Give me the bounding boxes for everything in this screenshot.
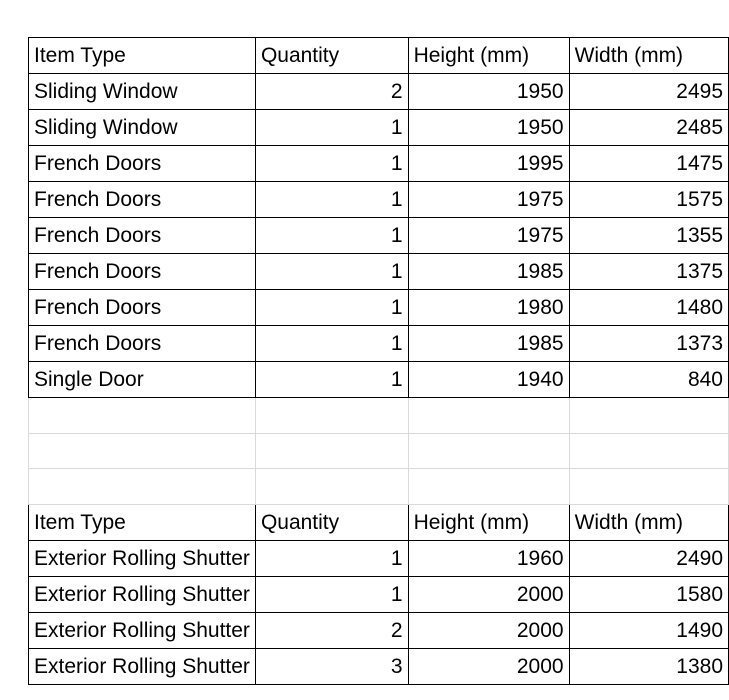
table-cell[interactable]: 1950 (408, 110, 569, 146)
empty-row (29, 433, 729, 469)
table-cell[interactable]: 1960 (408, 540, 569, 576)
table-cell[interactable]: Sliding Window (29, 74, 256, 110)
table-cell[interactable]: 1355 (569, 218, 728, 254)
empty-cell[interactable] (408, 469, 569, 505)
empty-cell[interactable] (255, 469, 408, 505)
table-cell[interactable]: 1 (255, 218, 408, 254)
table-cell[interactable]: Exterior Rolling Shutter (29, 540, 256, 576)
table-cell[interactable]: 1 (255, 254, 408, 290)
table-cell[interactable]: 1 (255, 182, 408, 218)
table-cell[interactable]: 840 (569, 362, 728, 398)
table-cell[interactable]: Exterior Rolling Shutter (29, 576, 256, 612)
table-row (29, 218, 729, 254)
table-row (29, 648, 729, 684)
table-cell[interactable]: 1 (255, 326, 408, 362)
table-row (29, 254, 729, 290)
empty-cell[interactable] (29, 433, 256, 469)
table-cell[interactable]: 1 (255, 146, 408, 182)
table-cell[interactable]: 1985 (408, 326, 569, 362)
table-cell[interactable]: 1 (255, 110, 408, 146)
table-row (29, 540, 729, 576)
table-row (29, 612, 729, 648)
table-cell[interactable]: 2490 (569, 540, 728, 576)
spreadsheet-table (28, 37, 729, 685)
spreadsheet-grid (28, 37, 729, 685)
table-cell[interactable]: French Doors (29, 218, 256, 254)
header-cell[interactable]: Item Type (29, 504, 256, 540)
table-cell[interactable]: 2 (255, 74, 408, 110)
table-row (29, 576, 729, 612)
table-cell[interactable]: 1375 (569, 254, 728, 290)
table-cell[interactable]: Single Door (29, 362, 256, 398)
table-row (29, 74, 729, 110)
table-cell[interactable]: Sliding Window (29, 110, 256, 146)
table-row (29, 146, 729, 182)
table-cell[interactable]: French Doors (29, 146, 256, 182)
table-cell[interactable]: Exterior Rolling Shutter (29, 612, 256, 648)
table-cell[interactable]: 1380 (569, 648, 728, 684)
table-cell[interactable]: 1995 (408, 146, 569, 182)
empty-cell[interactable] (29, 469, 256, 505)
empty-cell[interactable] (569, 469, 728, 505)
header-cell[interactable]: Height (mm) (408, 38, 569, 74)
table-cell[interactable]: 2000 (408, 612, 569, 648)
table-cell[interactable]: 1480 (569, 290, 728, 326)
table-row (29, 110, 729, 146)
table-cell[interactable]: 1975 (408, 182, 569, 218)
table-cell[interactable]: 1 (255, 362, 408, 398)
header-row (29, 504, 729, 540)
table-cell[interactable]: Exterior Rolling Shutter (29, 648, 256, 684)
table-row (29, 290, 729, 326)
table-row (29, 362, 729, 398)
table-cell[interactable]: 1985 (408, 254, 569, 290)
empty-row (29, 469, 729, 505)
empty-row (29, 398, 729, 434)
table-cell[interactable]: 1 (255, 290, 408, 326)
empty-cell[interactable] (255, 398, 408, 434)
empty-cell[interactable] (255, 433, 408, 469)
table-cell[interactable]: 2485 (569, 110, 728, 146)
empty-cell[interactable] (569, 398, 728, 434)
table-cell[interactable]: 1475 (569, 146, 728, 182)
table-cell[interactable]: 2 (255, 612, 408, 648)
header-cell[interactable]: Width (mm) (569, 38, 728, 74)
empty-cell[interactable] (29, 398, 256, 434)
table-cell[interactable]: 1980 (408, 290, 569, 326)
table-cell[interactable]: 1490 (569, 612, 728, 648)
table-cell[interactable]: 1 (255, 576, 408, 612)
header-cell[interactable]: Height (mm) (408, 504, 569, 540)
table-cell[interactable]: 2495 (569, 74, 728, 110)
table-cell[interactable]: French Doors (29, 290, 256, 326)
header-row (29, 38, 729, 74)
header-cell[interactable]: Item Type (29, 38, 256, 74)
header-cell[interactable]: Width (mm) (569, 504, 728, 540)
table-cell[interactable]: 1975 (408, 218, 569, 254)
table-cell[interactable]: 2000 (408, 648, 569, 684)
table-cell[interactable]: French Doors (29, 182, 256, 218)
table-cell[interactable]: 3 (255, 648, 408, 684)
empty-cell[interactable] (569, 433, 728, 469)
table-cell[interactable]: French Doors (29, 326, 256, 362)
table-cell[interactable]: French Doors (29, 254, 256, 290)
table-cell[interactable]: 1950 (408, 74, 569, 110)
table-cell[interactable]: 1 (255, 540, 408, 576)
table-cell[interactable]: 1373 (569, 326, 728, 362)
header-cell[interactable]: Quantity (255, 38, 408, 74)
header-cell[interactable]: Quantity (255, 504, 408, 540)
table-cell[interactable]: 1580 (569, 576, 728, 612)
empty-cell[interactable] (408, 398, 569, 434)
table-cell[interactable]: 2000 (408, 576, 569, 612)
table-row (29, 182, 729, 218)
table-cell[interactable]: 1940 (408, 362, 569, 398)
table-cell[interactable]: 1575 (569, 182, 728, 218)
table-row (29, 326, 729, 362)
empty-cell[interactable] (408, 433, 569, 469)
